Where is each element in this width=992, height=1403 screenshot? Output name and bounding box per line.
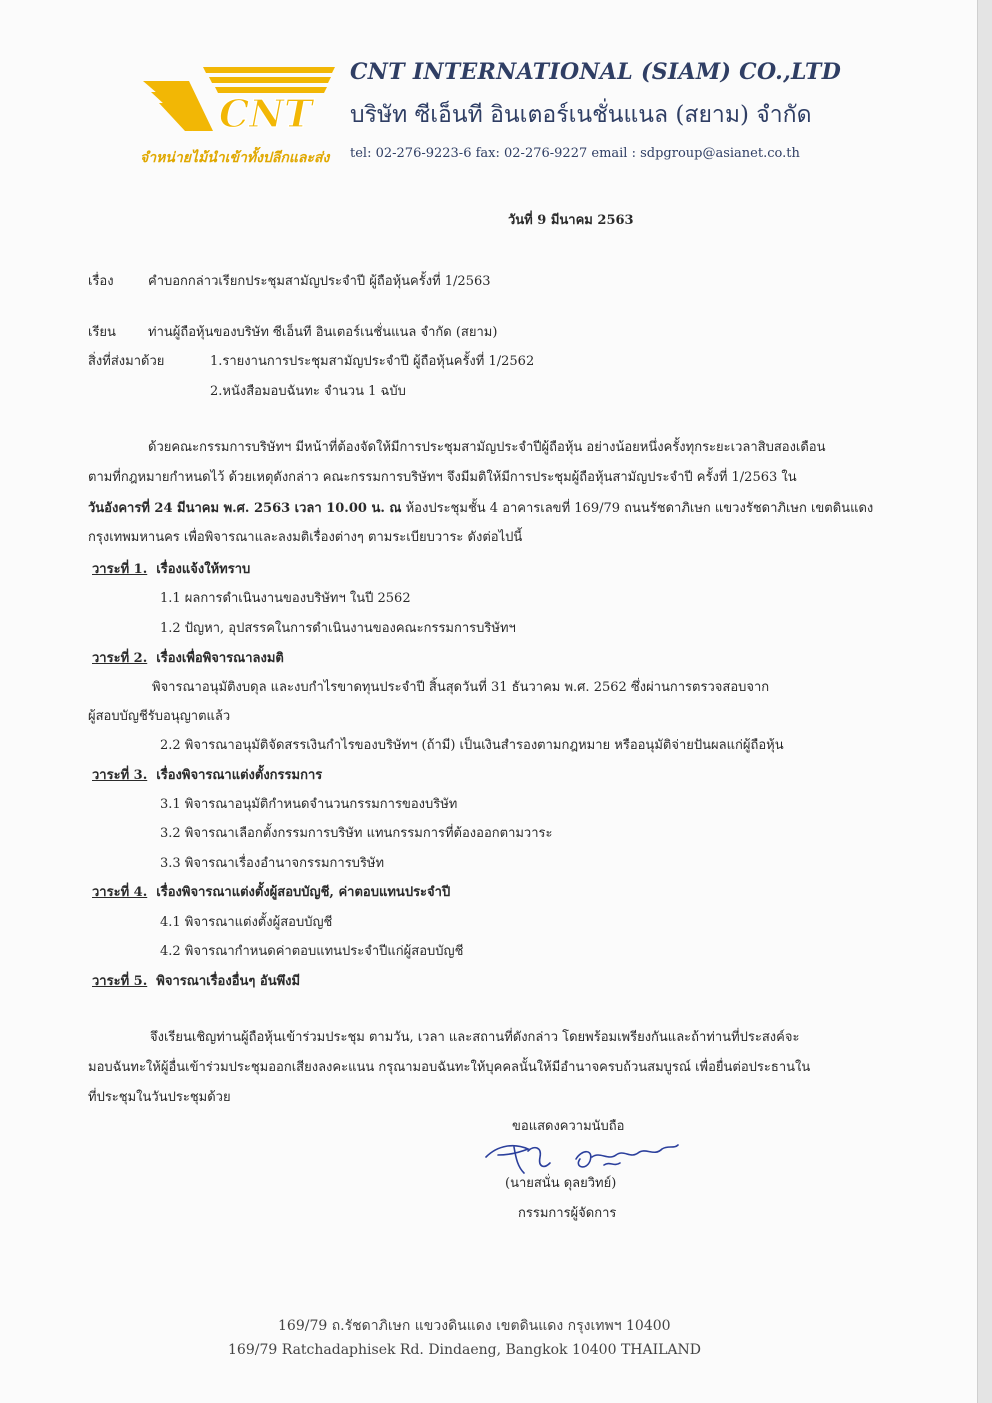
intro-line: ด้วยคณะกรรมการบริษัทฯ มีหน้าที่ต้องจัดให้มีการประชุมสามัญประจำปีผู้ถือหุ้น อย่างน้อยหนึ่งครั้งทุกระยะเวลาสิบสองเดือน (148, 440, 826, 455)
signatory-name: (นายสนั่น ดุลยวิทย์) (505, 1176, 617, 1191)
agenda-item: 1.2 ปัญหา, อุปสรรคในการดำเนินงานของคณะกรรมการบริษัทฯ (160, 621, 516, 636)
agenda-item: 4.2 พิจารณากำหนดค่าตอบแทนประจำปีแก่ผู้สอบบัญชี (160, 944, 464, 959)
agenda-paragraph: พิจารณาอนุมัติงบดุล และงบกำไรขาดทุนประจำปี สิ้นสุดวันที่ 31 ธันวาคม พ.ศ. 2562 ซึ่งผ่านการตรวจสอบจาก (152, 680, 770, 695)
agenda-heading: วาระที่ 3. เรื่องพิจารณาแต่งตั้งกรรมการ (92, 768, 323, 783)
closing-line: มอบฉันทะให้ผู้อื่นเข้าร่วมประชุมออกเสียงลงคะแนน กรุณามอบฉันทะให้บุคคลนั้นให้มีอำนาจครบถ้วนสมบูรณ์ เพื่อยื่นต่อประธานใน (88, 1060, 811, 1075)
agenda-paragraph: ผู้สอบบัญชีรับอนุญาตแล้ว (88, 709, 231, 724)
cnt-logo (143, 67, 335, 133)
subject-text: คำบอกกล่าวเรียกประชุมสามัญประจำปี ผู้ถือหุ้นครั้งที่ 1/2563 (148, 274, 491, 289)
letter-date: วันที่ 9 มีนาคม 2563 (508, 213, 634, 228)
intro-line: กรุงเทพมหานคร เพื่อพิจารณาและลงมติเรื่องต่างๆ ตามระเบียบวาระ ดังต่อไปนี้ (88, 530, 523, 545)
agenda-heading: วาระที่ 2. เรื่องเพื่อพิจารณาลงมติ (92, 651, 284, 666)
meeting-venue: ห้องประชุมชั้น 4 อาคารเลขที่ 169/79 ถนนรัชดาภิเษก แขวงรัชดาภิเษก เขตดินแดง (405, 501, 874, 516)
company-name-th: บริษัท ซีเอ็นที อินเตอร์เนชั่นแนล (สยาม) จำกัด (350, 102, 812, 128)
signatory-title: กรรมการผู้จัดการ (518, 1206, 617, 1221)
intro-line: ตามที่กฎหมายกำหนดไว้ ด้วยเหตุดังกล่าว คณะกรรมการบริษัทฯ จึงมีมติให้มีการประชุมผู้ถือหุ้นสามัญประจำปี ครั้งที่ 1/2563 ใน (88, 470, 797, 485)
agenda-item: 3.2 พิจารณาเลือกตั้งกรรมการบริษัท แทนกรรมการที่ต้องออกตามวาระ (160, 826, 553, 841)
page-edge (977, 0, 992, 1403)
meeting-datetime: วันอังคารที่ 24 มีนาคม พ.ศ. 2563 เวลา 10.00 น. ณ (88, 501, 402, 516)
enclosure-item: 1.รายงานการประชุมสามัญประจำปี ผู้ถือหุ้นครั้งที่ 1/2562 (210, 354, 535, 369)
agenda-heading: วาระที่ 4. เรื่องพิจารณาแต่งตั้งผู้สอบบัญชี, ค่าตอบแทนประจำปี (92, 885, 451, 900)
company-name-en: CNT INTERNATIONAL (SIAM) CO.,LTD (350, 59, 842, 85)
company-tagline: จำหน่ายไม้นำเข้าทั้งปลีกและส่ง (140, 150, 330, 166)
subject-label: เรื่อง (88, 274, 114, 289)
agenda-item: 2.2 พิจารณาอนุมัติจัดสรรเงินกำไรของบริษัทฯ (ถ้ามี) เป็นเงินสำรองตามกฎหมาย หรืออนุมัติจ่ายปันผลแก่ผู้ถือหุ้น (160, 738, 784, 753)
agenda-heading: วาระที่ 5. พิจารณาเรื่องอื่นๆ อันพึงมี (92, 974, 301, 989)
footer-address-en: 169/79 Ratchadaphisek Rd. Dindaeng, Bangkok 10400 THAILAND (228, 1342, 702, 1358)
regards-text: ขอแสดงความนับถือ (512, 1119, 625, 1134)
svg-text:CNT: CNT (219, 91, 313, 133)
contact-line: tel: 02-276-9223-6 fax: 02-276-9227 email : sdpgroup@asianet.co.th (350, 146, 800, 161)
footer-address-th: 169/79 ถ.รัชดาภิเษก แขวงดินแดง เขตดินแดง กรุงเทพฯ 10400 (278, 1318, 671, 1334)
agenda-heading: วาระที่ 1. เรื่องแจ้งให้ทราบ (92, 562, 251, 577)
agenda-item: 4.1 พิจารณาแต่งตั้งผู้สอบบัญชี (160, 915, 333, 930)
intro-line (88, 497, 873, 518)
enclosure-item: 2.หนังสือมอบฉันทะ จำนวน 1 ฉบับ (210, 384, 406, 399)
recipient-label: เรียน (88, 325, 116, 340)
agenda-item: 3.3 พิจารณาเรื่องอำนาจกรรมการบริษัท (160, 856, 385, 871)
agenda-item: 1.1 ผลการดำเนินงานของบริษัทฯ ในปี 2562 (160, 591, 411, 606)
handwritten-signature (484, 1137, 680, 1177)
recipient-text: ท่านผู้ถือหุ้นของบริษัท ซีเอ็นที อินเตอร์เนชั่นแนล จำกัด (สยาม) (148, 325, 498, 340)
closing-line: จึงเรียนเชิญท่านผู้ถือหุ้นเข้าร่วมประชุม ตามวัน, เวลา และสถานที่ดังกล่าว โดยพร้อมเพรียงกันและถ้าท่านที่ประสงค์จะ (150, 1030, 800, 1045)
closing-line: ที่ประชุมในวันประชุมด้วย (88, 1090, 231, 1105)
agenda-item: 3.1 พิจารณาอนุมัติกำหนดจำนวนกรรมการของบริษัท (160, 797, 458, 812)
enclosure-label: สิ่งที่ส่งมาด้วย (88, 354, 165, 369)
